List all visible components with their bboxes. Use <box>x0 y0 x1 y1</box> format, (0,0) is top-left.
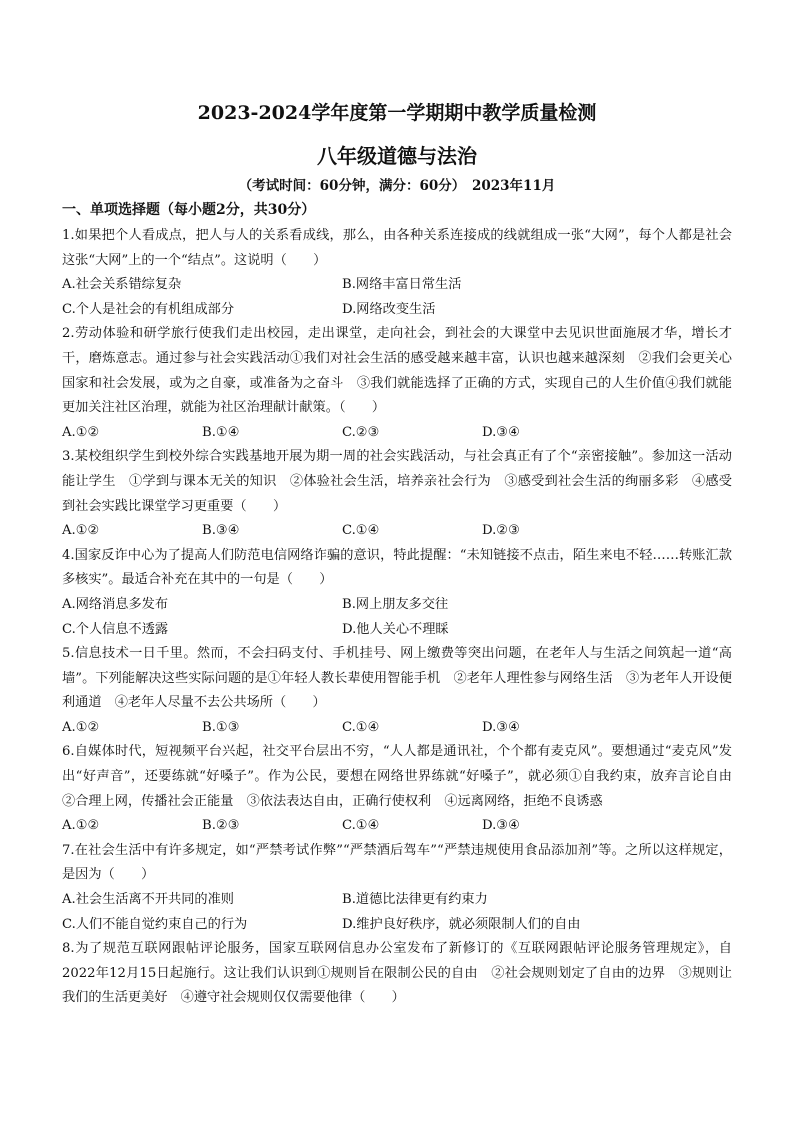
answer-option: C.①④ <box>342 523 380 539</box>
answer-option: D.②③ <box>482 523 520 539</box>
answer-option: D.③④ <box>482 719 520 735</box>
answer-option: C.①④ <box>342 719 380 735</box>
answer-option: B.道德比法律更有约束力 <box>342 892 488 908</box>
question-4 <box>62 544 732 642</box>
question-text: 5.信息技术一日千里。然而，不会扫码支付、手机挂号、网上缴费等突出问题，在老年人与生活之间筑起一道“高墙”。下列能解决这些实际问题的是①年轻人教长辈使用智能手机 ②老年人理性参与网络生活 ③为老年人开设便利通道 ④老年人尽量不去公共场所（ ） <box>62 646 732 711</box>
question-list <box>62 224 746 1011</box>
question-3 <box>62 445 732 543</box>
answer-option: D.他人关心不理睬 <box>342 621 449 637</box>
answer-options <box>62 888 732 937</box>
answer-option: A.①② <box>62 523 100 539</box>
question-text: 3.某校组织学生到校外综合实践基地开展为期一周的社会实践活动，与社会真正有了个“亲密接触”。参加这一活动能让学生 ①学到与课本无关的知识 ②体验社会生活，培养亲社会行为 ③感受到社会生活的绚丽多彩 ④感受到社会实践比课堂学习更重要（ ） <box>62 449 732 514</box>
answer-option: B.①④ <box>202 424 240 440</box>
answer-option: C.个人信息不透露 <box>62 621 169 637</box>
answer-options <box>62 716 732 741</box>
question-text: 2.劳动体验和研学旅行使我们走出校园，走出课堂，走向社会，到社会的大课堂中去见识世面施展才华，增长才干，磨炼意志。通过参与社会实践活动①我们对社会生活的感受越来越丰富，认识也越来越深刻 ②我们会更关心国家和社会发展，或为之自豪，或准备为之奋斗 ③我们就能选择了正确的方式，实现自己的人生价值④我们就能更加关注社区治理，就能为社区治理献计献策。（ ） <box>62 326 732 416</box>
question-text: 6.自媒体时代，短视频平台兴起，社交平台层出不穷，“人人都是通讯社，个个都有麦克风”。要想通过“麦克风”发出“好声音”，还要练就“好嗓子”。作为公民，要想在网络世界练就“好嗓子”，就必须①自我约束，放弃言论自由 ②合理上网，传播社会正能量 ③依法表达自由，正确行使权利 ④远离网络，拒绝不良诱惑 <box>62 744 746 809</box>
answer-option: D.③④ <box>482 424 520 440</box>
answer-option: B.②③ <box>202 818 240 834</box>
question-6 <box>62 740 746 838</box>
answer-option: D.网络改变生活 <box>342 301 436 317</box>
answer-option: B.③④ <box>202 523 240 539</box>
answer-option: C.个人是社会的有机组成部分 <box>62 301 235 317</box>
exam-subject: 八年级道德与法治 <box>317 144 477 168</box>
answer-option: D.③④ <box>482 818 520 834</box>
question-text: 1.如果把个人看成点，把人与人的关系看成线，那么，由各种关系连接成的线就组成一张“大网”，每个人都是社会这张“大网”上的一个“结点”。这说明（ ） <box>62 228 732 268</box>
answer-option: A.社会生活离不开共同的准则 <box>62 892 234 908</box>
exam-title: 2023-2024学年度第一学期期中教学质量检测 <box>197 102 597 124</box>
answer-options <box>62 421 732 446</box>
answer-option: B.网络丰富日常生活 <box>342 277 462 293</box>
question-text: 8.为了规范互联网跟帖评论服务，国家互联网信息办公室发布了新修订的《互联网跟帖评论服务管理规定》，自2022年12月15日起施行。这让我们认识到①规则旨在限制公民的自由 ②社会规则划定了自由的边界 ③规则让我们的生活更美好 ④遵守社会规则仅仅需要他律（ ） <box>62 941 732 1006</box>
answer-option: B.网上朋友多交往 <box>342 596 449 612</box>
answer-options <box>62 519 732 544</box>
answer-option: A.①② <box>62 424 100 440</box>
answer-options <box>62 273 732 322</box>
exam-info: （考试时间：60分钟，满分：60分） 2023年11月 <box>238 178 556 194</box>
answer-option: A.社会关系错综复杂 <box>62 277 182 293</box>
question-1 <box>62 224 732 322</box>
answer-option: A.①② <box>62 719 100 735</box>
answer-option: C.人们不能自觉约束自己的行为 <box>62 916 248 932</box>
answer-option: D.维护良好秩序，就必须限制人们的自由 <box>342 916 581 932</box>
section-heading: 一、单项选择题（每小题2分，共30分） <box>62 202 316 218</box>
question-8 <box>62 937 732 1011</box>
answer-option: B.①③ <box>202 719 240 735</box>
answer-options <box>62 814 732 839</box>
answer-option: A.①② <box>62 818 100 834</box>
question-text: 7.在社会生活中有许多规定，如“严禁考试作弊”“严禁酒后驾车”“严禁违规使用食品添加剂”等。之所以这样规定，是因为（ ） <box>62 842 732 883</box>
question-5 <box>62 642 732 740</box>
question-2 <box>62 322 732 445</box>
answer-option: A.网络消息多发布 <box>62 596 169 612</box>
answer-options <box>62 593 732 642</box>
question-text: 4.国家反诈中心为了提高人们防范电信网络诈骗的意识，特此提醒：“未知链接不点击，陌生来电不轻……转账汇款多核实”。最适合补充在其中的一句是（ ） <box>62 547 732 588</box>
answer-option: C.①④ <box>342 818 380 834</box>
question-7 <box>62 839 732 937</box>
answer-option: C.②③ <box>342 424 380 440</box>
